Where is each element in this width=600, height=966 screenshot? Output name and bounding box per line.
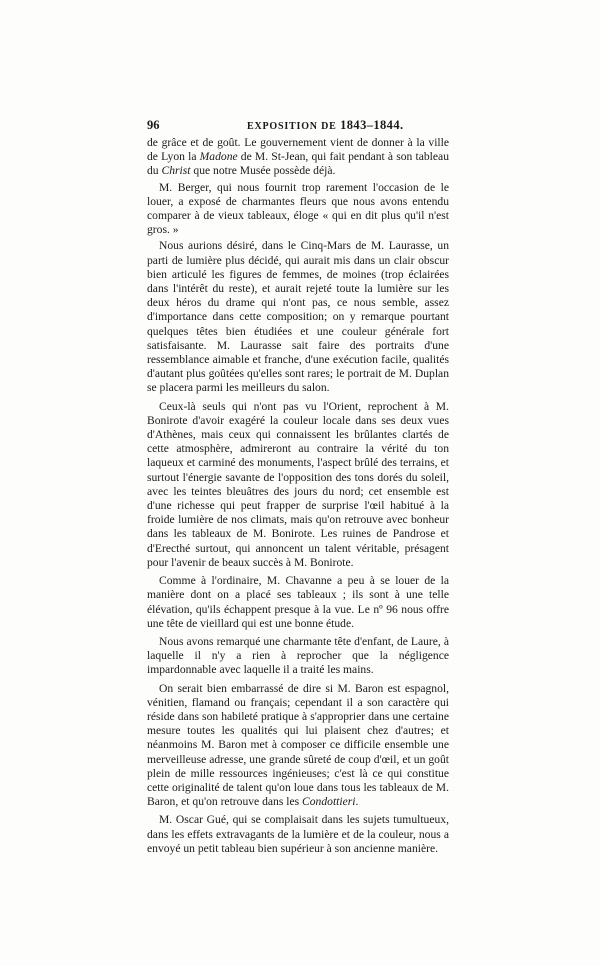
- paragraph-text: Ceux-là seuls qui n'ont pas vu l'Orient, reprochent à M. Bonirote d'avoir exagéré la couleur locale dans ses deux vues d'Athènes, mais ceux qui connaissent les brûlantes clartés de cette atmosphère, admireront au contraire la vérité du ton laqueux et carminé des monuments, l'aspect brûlé des terrains, et surtout l'énergie savante de l'opposition des tons dorés du soleil, avec les teintes bleuâtres des jours du nord; cet ensemble est d'une richesse qui peut frapper de surprise l'œil habitué à la froide lumière de nos climats, mais qu'on retrouve avec bonheur dans les tableaux de M. Bonirote. Les ruines de Pandrose et d'Erecthé surtout, qui annoncent un talent véritable, présagent pour l'avenir de beaux succès à M. Bonirote.: [147, 399, 449, 569]
- paragraph: [147, 400, 449, 570]
- paragraph: [147, 813, 449, 856]
- running-title-years: 1843–1844.: [340, 118, 404, 132]
- paragraph-text: que notre Musée possède déjà.: [190, 164, 336, 178]
- paragraph-text: .: [355, 795, 359, 809]
- paragraph: [147, 574, 449, 631]
- italic-title: Madone: [199, 150, 238, 164]
- paragraph-text: Nous aurions désiré, dans le Cinq-Mars de M. Laurasse, un parti de lumière plus décidé, qui aurait mis dans un clair obscur bien articulé les figures de femmes, de moines (trop éclairées dans l'intérêt du reste), et aurait rejeté toute la lumière sur les deux héros du drame qui n'ont pas, ce nous semble, assez d'importance dans cette composition; on y remarque pourtant quelques têtes bien étudiées et une couleur générale fort satisfaisante. M. Laurasse sait faire des portraits d'une ressemblance aimable et franche, d'une exécution facile, qualités d'autant plus goûtées qu'elles sont rares; le portrait de M. Duplan se placera parmi les meilleurs du salon.: [147, 239, 449, 395]
- paragraph-text: M. Oscar Gué, qui se complaisait dans les sujets tumultueux, dans les effets extravagants de la lumière et de la couleur, nous a envoyé un petit tableau bien supérieur à son ancienne manière.: [147, 813, 449, 855]
- paragraph: [147, 239, 449, 395]
- paragraph-text: de grâce et de goût. Le gouvernement vient de donner à la ville de Lyon la: [147, 136, 449, 164]
- paragraph: [147, 682, 449, 810]
- paragraph-text: de M. St-Jean, qui fait pendant à son tableau du: [147, 150, 449, 178]
- paragraph-text: Nous avons remarqué une charmante tête d'enfant, de Laure, à laquelle il n'y a rien à reprocher que la négligence impardonnable avec laquelle il a traité les mains.: [147, 634, 449, 677]
- italic-title: Christ: [161, 164, 191, 178]
- paragraph-text: On serait bien embarrassé de dire si M. Baron est espagnol, vénitien, flamand ou français; cependant il a son caractère qui réside dans son habileté pratique à s'approprier dans une certaine mesure toutes les qualités qui lui plaisent chez d'autres; et néanmoins M. Baron met à composer ce difficile ensemble une merveilleuse adresse, une grande sûreté de coup d'œil, et un goût plein de mille ressources ingénieuses; c'est là ce qui constitue cette originalité de talent qu'on loue dans tous les tableaux de M. Baron, et qu'on retrouve dans les: [147, 681, 449, 809]
- running-title: [247, 116, 404, 136]
- paragraph-text: M. Berger, qui nous fournit trop rarement l'occasion de le louer, a exposé de charmantes fleurs que nous avons entendu comparer à de vieux tableaux, éloge « qui en dit plus qu'il n'est gros. »: [147, 180, 449, 237]
- paragraph: [147, 181, 449, 238]
- paragraph: [147, 136, 449, 179]
- italic-title: Condottieri: [302, 795, 356, 809]
- body-text: [147, 136, 449, 858]
- page-number: 96: [147, 118, 160, 132]
- running-header: [147, 116, 449, 134]
- paragraph-text: Comme à l'ordinaire, M. Chavanne a peu à se louer de la manière dont on a placé ses tableaux ; ils sont à une telle élévation, qu'ils échappent presque à la vue. Le nº 96 nous offre une tête de vieillard qui est une bonne étude.: [147, 574, 449, 630]
- paragraph: [147, 635, 449, 678]
- running-title-prefix: EXPOSITION DE: [247, 121, 337, 132]
